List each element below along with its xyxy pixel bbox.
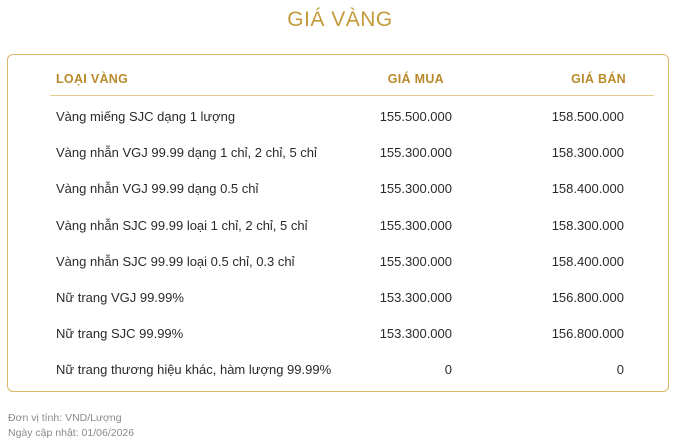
gold-type-cell: Nữ trang thương hiệu khác, hàm lượng 99.99% bbox=[56, 362, 332, 378]
gold-type-cell: Vàng nhẫn VGJ 99.99 dạng 0.5 chỉ bbox=[56, 181, 259, 197]
table-row bbox=[8, 240, 668, 276]
gold-type-cell: Vàng nhẫn SJC 99.99 loại 1 chỉ, 2 chỉ, 5 chỉ bbox=[56, 217, 308, 233]
header-sell-price: GIÁ BÁN bbox=[571, 72, 626, 86]
gold-type-cell: Nữ trang VGJ 99.99% bbox=[56, 289, 184, 305]
sell-price-cell: 158.300.000 bbox=[551, 217, 624, 233]
sell-price-cell: 0 bbox=[616, 362, 624, 378]
footer-notes bbox=[8, 411, 134, 441]
sell-price-cell: 156.800.000 bbox=[551, 326, 624, 342]
sell-price-cell: 158.500.000 bbox=[551, 109, 624, 124]
gold-type-cell: Vàng nhẫn SJC 99.99 loại 0.5 chỉ, 0.3 chỉ bbox=[56, 253, 295, 269]
gold-type-cell: Vàng miếng SJC dạng 1 lượng bbox=[56, 109, 236, 124]
buy-price-cell: 153.300.000 bbox=[379, 289, 452, 305]
table-header bbox=[50, 55, 654, 96]
sell-price-cell: 158.300.000 bbox=[551, 145, 624, 161]
update-date-note: Ngày cập nhật: 01/06/2026 bbox=[8, 427, 135, 439]
sell-price-cell: 158.400.000 bbox=[551, 253, 624, 269]
table-row bbox=[8, 131, 668, 167]
page-title: GIÁ VÀNG bbox=[287, 8, 393, 31]
gold-price-table bbox=[7, 54, 669, 392]
table-row bbox=[8, 167, 668, 203]
buy-price-cell: 155.300.000 bbox=[379, 253, 452, 269]
sell-price-cell: 158.400.000 bbox=[551, 181, 624, 197]
sell-price-cell: 156.800.000 bbox=[551, 289, 624, 305]
table-body bbox=[8, 95, 668, 385]
gold-type-cell: Vàng nhẫn VGJ 99.99 dạng 1 chỉ, 2 chỉ, 5 chỉ bbox=[56, 145, 317, 161]
gold-type-cell: Nữ trang SJC 99.99% bbox=[56, 326, 184, 342]
buy-price-cell: 155.300.000 bbox=[379, 181, 452, 197]
header-gold-type: LOẠI VÀNG bbox=[56, 72, 129, 86]
buy-price-cell: 155.300.000 bbox=[379, 145, 452, 161]
header-buy-price: GIÁ MUA bbox=[387, 72, 444, 86]
buy-price-cell: 0 bbox=[444, 362, 452, 378]
buy-price-cell: 155.300.000 bbox=[379, 217, 452, 233]
buy-price-cell: 155.500.000 bbox=[379, 109, 452, 124]
buy-price-cell: 153.300.000 bbox=[379, 326, 452, 342]
table-row bbox=[8, 204, 668, 240]
unit-note: Đơn vị tính: VND/Lượng bbox=[8, 412, 122, 424]
table-row bbox=[8, 276, 668, 312]
table-row bbox=[8, 312, 668, 348]
table-row bbox=[8, 95, 668, 131]
table-row bbox=[8, 348, 668, 384]
